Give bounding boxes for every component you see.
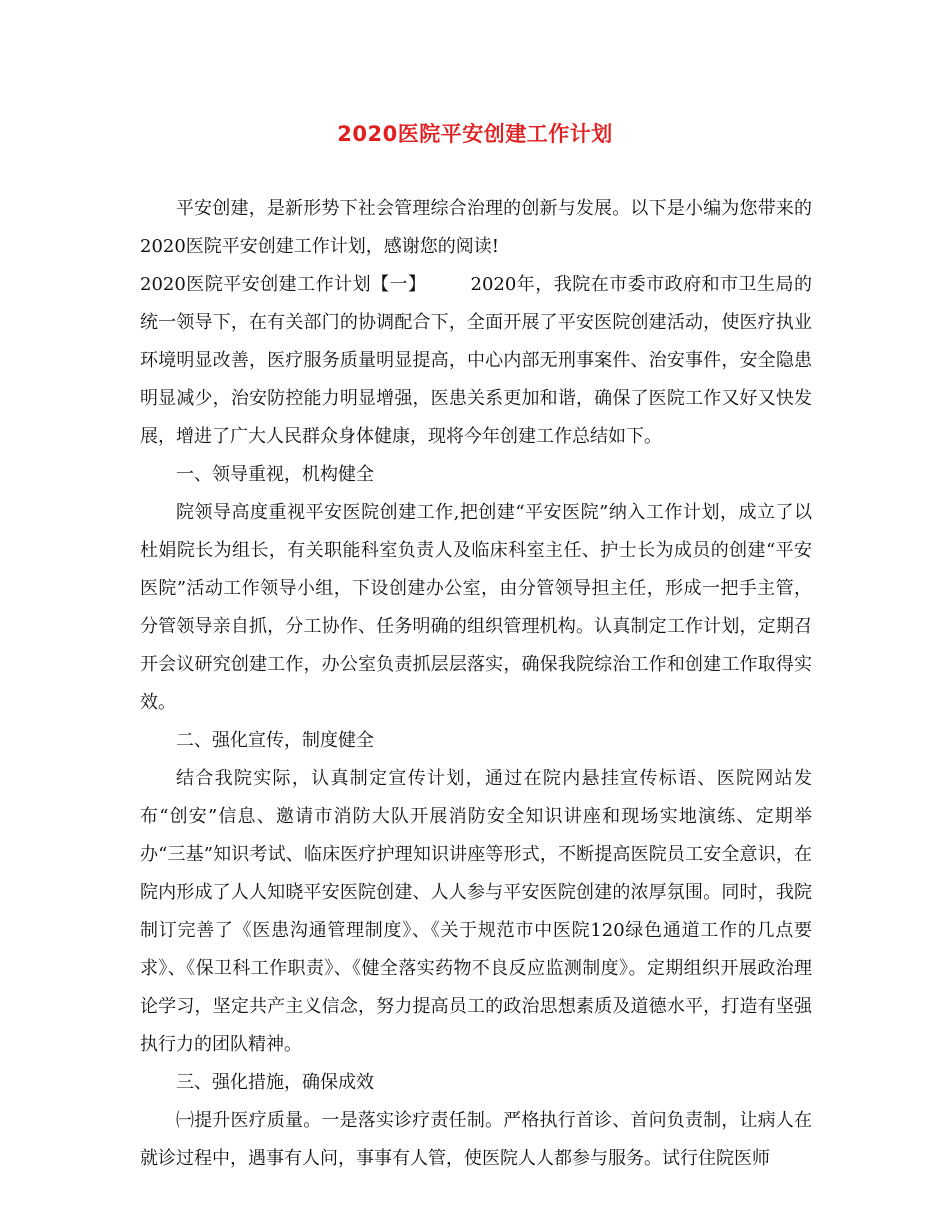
section-heading: 2020医院平安创建工作计划【一】 <box>140 274 427 295</box>
paragraph-measures: ㈠提升医疗质量。一是落实诊疗责任制。严格执行首诊、首问负责制，让病人在就诊过程中，遇事有人问，事事有人管，使医院人人都参与服务。试行住院医师 <box>140 1110 812 1169</box>
heading-publicity: 二、强化宣传，制度健全 <box>176 730 374 751</box>
paragraph-publicity: 结合我院实际，认真制定宣传计划，通过在院内悬挂宣传标语、医院网站发布“创安”信息、邀请市消防大队开展消防安全知识讲座和现场实地演练、定期举办“三基”知识考试、临床医疗护理知识讲座等形式，不断提高医院员工安全意识，在院内形成了人人知晓平安医院创建、人人参与平安医院创建的浓厚氛围。同时，我院制订完善了《医患沟通管理制度》、《关于规范市中医院120绿色通道工作的几点要求》、《保卫科工作职责》、《健全落实药物不良反应监测制度》。定期组织开展政治理论学习，坚定共产主义信念，努力提高员工的政治思想素质及道德水平，打造有坚强执行力的团队精神。 <box>140 768 812 1055</box>
heading-measures: 三、强化措施，确保成效 <box>176 1072 374 1093</box>
heading-leadership: 一、领导重视，机构健全 <box>176 464 374 485</box>
document-title: 2020医院平安创建工作计划 <box>337 122 613 146</box>
paragraph-leadership: 院领导高度重视平安医院创建工作,把创建“平安医院”纳入工作计划，成立了以杜娟院长为组长，有关职能科室负责人及临床科室主任、护士长为成员的创建“平安医院”活动工作领导小组，下设创建办公室，由分管领导担主任，形成一把手主管，分管领导亲自抓，分工协作、任务明确的组织管理机构。认真制定工作计划，定期召开会议研究创建工作，办公室负责抓层层落实，确保我院综治工作和创建工作取得实效。 <box>140 502 812 713</box>
document-body <box>140 190 812 1178</box>
section-intro-text: 2020年，我院在市委市政府和市卫生局的统一领导下，在有关部门的协调配合下，全面开展了平安医院创建活动，使医疗执业环境明显改善，医疗服务质量明显提高，中心内部无刑事案件、治安事件，安全隐患明显减少，治安防控能力明显增强，医患关系更加和谐，确保了医院工作又好又快发展，增进了广大人民群众身体健康，现将今年创建工作总结如下。 <box>140 274 812 447</box>
section-intro-paragraph <box>140 266 812 456</box>
intro-paragraph: 平安创建，是新形势下社会管理综合治理的创新与发展。以下是小编为您带来的2020医院平安创建工作计划，感谢您的阅读! <box>140 198 812 257</box>
